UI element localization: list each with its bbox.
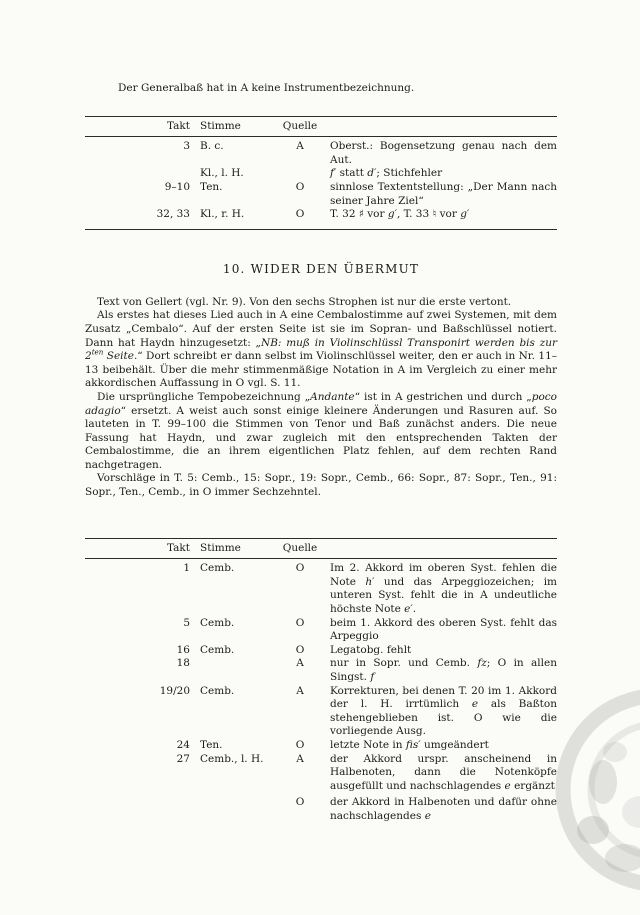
variant-table-2 [85, 538, 557, 831]
table-row [85, 208, 557, 222]
cell-stimme: Kl., l. H. [200, 167, 244, 180]
cell-quelle: A [296, 657, 304, 670]
cell-stimme [190, 657, 280, 684]
cell-comment: f′ statt d′; Stichfehler [330, 167, 443, 180]
column-header-takt: Takt [166, 119, 190, 132]
intro-paragraph: Der Generalbaß hat in A keine Instrumentbezeichnung. [118, 82, 415, 94]
cell-quelle: O [295, 180, 305, 193]
cell-comment: nur in Sopr. und Cemb. fz; O in allen Singst. f [330, 657, 557, 683]
cell-quelle: O [295, 796, 305, 809]
table-row [85, 140, 557, 167]
cell-comment: Im 2. Akkord im oberen Syst. fehlen die Note h′ und das Arpeggiozeichen; im unteren Syst. fehlt die in A undeutliche höchste Note e′. [330, 562, 558, 616]
table-body [85, 559, 557, 830]
column-header-stimme: Stimme [200, 541, 241, 554]
cell-comment: Legatobg. fehlt [330, 643, 412, 656]
cell-comment: Korrekturen, bei denen T. 20 im 1. Akkord der l. H. irrtümlich e als Baßton stehengeblieben ist. O wie die vorliegende Ausg. [330, 684, 557, 738]
cell-stimme: Cemb. [200, 616, 235, 629]
cell-comment: T. 32 ♯ vor g′, T. 33 ♮ vor g′ [330, 208, 470, 221]
table-row [85, 796, 557, 823]
cell-comment: sinnlose Textentstellung: „Der Mann nach seiner Jahre Ziel“ [330, 180, 557, 207]
cell-quelle: O [295, 616, 305, 629]
cell-quelle: O [295, 738, 305, 751]
cell-stimme: B. c. [200, 140, 224, 153]
cell-takt: 1 [183, 562, 190, 575]
cell-quelle [280, 167, 320, 181]
column-header-quelle: Quelle [282, 541, 318, 554]
table-rule-bottom [85, 229, 557, 230]
cell-stimme: Cemb., l. H. [200, 752, 264, 765]
cell-quelle: O [295, 643, 305, 656]
cell-takt: 18 [176, 657, 190, 670]
column-header-stimme: Stimme [200, 119, 241, 132]
column-header-takt: Takt [166, 541, 190, 554]
cell-comment: der Akkord in Halbenoten und dafür ohne nachschlagendes e [330, 796, 557, 822]
table-row [85, 181, 557, 208]
column-header-quelle: Quelle [282, 119, 318, 132]
watermark-stamp-icon [545, 662, 640, 915]
table-row [85, 167, 557, 181]
cell-quelle: A [296, 752, 304, 765]
cell-stimme [190, 796, 280, 823]
table-row [85, 644, 557, 658]
table-header-row [85, 539, 557, 559]
cell-stimme: Ten. [200, 738, 223, 751]
page-content [85, 0, 557, 831]
cell-takt: 9–10 [164, 180, 190, 193]
cell-takt [85, 796, 190, 823]
body-paragraph: Als erstes hat dieses Lied auch in A eine Cembalostimme auf zwei Systemen, mit dem Zusatz „Cembalo“. Auf der ersten Seite ist sie im Sopran- und Baßschlüssel notiert. Dann hat Haydn hinzugesetzt: „NB: muß in Violinschlüssl Transponirt werden bis zur $2^{ten}$ Seite.“ Dort schreibt er dann selbst im Violinschlüssel weiter, den er auch in Nr. 11–13 beibehält. Über die mehr stimmenmäßige Notation in A im Vergleich zu einer mehr akkordischen Auffassung in O vgl. S. 11. [85, 309, 558, 390]
body-paragraph: Die ursprüngliche Tempobezeichnung „Andante“ ist in A gestrichen und durch „poco adagio“ ersetzt. A weist auch sonst einige kleinere Änderungen und Rasuren auf. So lauteten in T. 99–100 die Stimmen von Tenor und Baß zunächst anders. Die neue Fassung hat Haydn, und zwar zugleich mit den entsprechenden Takten der Cembalostimme, die an ihrem eigentlichen Platz fehlen, auf dem rechten Rand nachgetragen. [85, 390, 557, 471]
table-header-row [85, 117, 557, 137]
variant-table-1 [85, 116, 557, 230]
cell-takt [85, 167, 190, 181]
table-body [85, 137, 557, 229]
table-row [85, 739, 557, 753]
cell-takt: 32, 33 [156, 208, 190, 221]
cell-stimme: Cemb. [200, 562, 235, 575]
body-paragraph: Text von Gellert (vgl. Nr. 9). Von den sechs Strophen ist nur die erste vertont. [97, 295, 512, 308]
cell-quelle: A [296, 684, 304, 697]
cell-takt: 3 [183, 140, 190, 153]
cell-takt: 19/20 [159, 684, 190, 697]
cell-takt: 27 [176, 752, 190, 765]
table-row [85, 685, 557, 739]
cell-takt: 24 [176, 738, 190, 751]
cell-comment: letzte Note in fis′ umgeändert [330, 738, 489, 751]
cell-stimme: Cemb. [200, 684, 235, 697]
cell-takt: 16 [176, 643, 190, 656]
cell-comment: beim 1. Akkord des oberen Syst. fehlt das Arpeggio [330, 616, 557, 643]
table-row [85, 753, 557, 794]
table-row [85, 617, 557, 644]
cell-quelle: O [295, 208, 305, 221]
cell-comment: der Akkord urspr. anscheinend in Halbenoten, dann die Notenköpfe ausgefüllt und nachschlagendes e ergänzt [330, 752, 557, 792]
table-row [85, 562, 557, 616]
cell-stimme: Kl., r. H. [200, 208, 245, 221]
section-body [85, 296, 557, 500]
cell-stimme: Cemb. [200, 643, 235, 656]
cell-stimme: Ten. [200, 180, 223, 193]
cell-quelle: O [295, 562, 305, 575]
cell-quelle: A [296, 140, 304, 153]
table-row [85, 657, 557, 684]
section-heading: 10. WIDER DEN ÜBERMUT [222, 261, 420, 276]
cell-comment: Oberst.: Bogensetzung genau nach dem Aut. [330, 140, 557, 166]
cell-takt: 5 [183, 616, 190, 629]
body-paragraph: Vorschläge in T. 5: Cemb., 15: Sopr., 19: Sopr., Cemb., 66: Sopr., 87: Sopr., Ten., 91: Sopr., Ten., Cemb., in O immer Sechzehntel. [85, 472, 557, 499]
